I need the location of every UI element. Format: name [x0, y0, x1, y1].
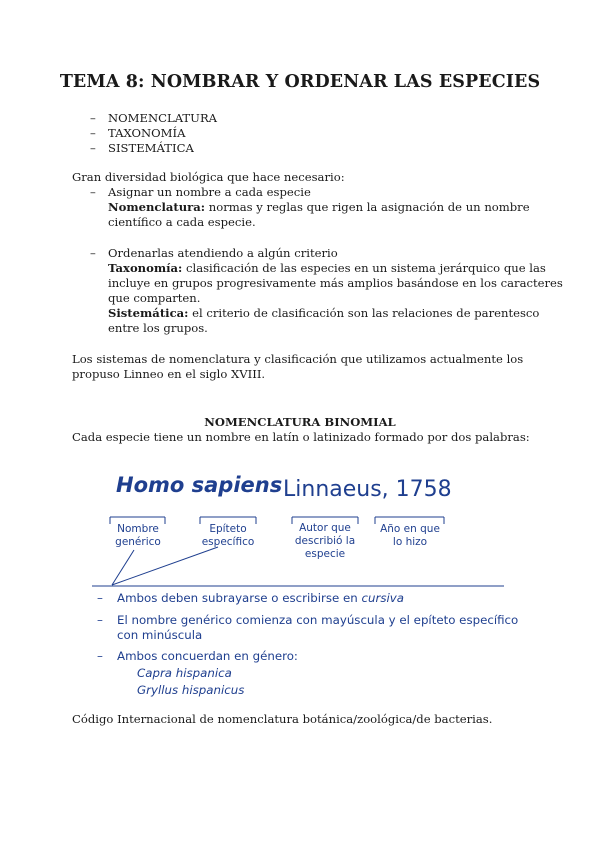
codes-text: Código Internacional de nomenclatura botánica/zoológica/de bacterias.: [72, 712, 493, 726]
bracket-lines: [92, 517, 504, 586]
list-item: – TAXONOMÍA: [90, 126, 186, 140]
intro-text: Gran diversidad biológica que hace necesario:: [72, 170, 345, 184]
species-name: Homo sapiens: [116, 473, 283, 497]
svg-text:describió la: describió la: [294, 535, 356, 547]
label-epithet: Epíteto: [209, 523, 247, 535]
list-item: – SISTEMÁTICA: [90, 141, 194, 155]
svg-text:genérico: genérico: [115, 536, 161, 548]
example-capra: Capra hispanica: [137, 666, 232, 680]
points-block-2: – Ordenarlas atendiendo a algún criterio Taxonomía: clasificación de las especies en un sistema jerárquico que las incluye en grupos progresivamente más amplios basándose en los caracteres que comparten. Sistemática: el criterio de clasificación son las relaciones de parentesco entre los grupos.: [90, 246, 563, 335]
svg-text:lo hizo: lo hizo: [392, 536, 428, 548]
list-item: – NOMENCLATURA: [90, 111, 218, 125]
binomial-heading: NOMENCLATURA BINOMIAL: [204, 415, 396, 429]
page-title: TEMA 8: NOMBRAR Y ORDENAR LAS ESPECIES: [59, 72, 541, 92]
rule-italic: – Ambos deben subrayarse o escribirse en cursiva: [97, 591, 404, 605]
diagram-labels: [115, 522, 440, 560]
example-gryllus: Gryllus hispanicus: [137, 683, 245, 697]
topic-list: [90, 111, 217, 156]
points-block-1: – Asignar un nombre a cada especie Nomenclatura: normas y reglas que rigen la asignación de un nombre científico a cada especie.: [90, 185, 530, 229]
label-genus: Nombre: [117, 523, 159, 535]
linneo-paragraph: Los sistemas de nomenclatura y clasificación que utilizamos actualmente los propuso Linneo en el siglo XVIII.: [72, 352, 524, 381]
rule-capitalization: – El nombre genérico comienza con mayúscula y el epíteto específico con minúscula: [97, 613, 519, 642]
label-year: Año en que: [380, 523, 440, 535]
rule-gender: – Ambos concuerdan en género:: [97, 649, 298, 663]
binomial-intro: Cada especie tiene un nombre en latín o latinizado formado por dos palabras:: [72, 430, 530, 444]
svg-text:específico: específico: [201, 536, 255, 548]
author-year: Linnaeus, 1758: [283, 477, 452, 502]
label-author: Autor que: [299, 522, 351, 534]
svg-text:especie: especie: [304, 548, 346, 560]
